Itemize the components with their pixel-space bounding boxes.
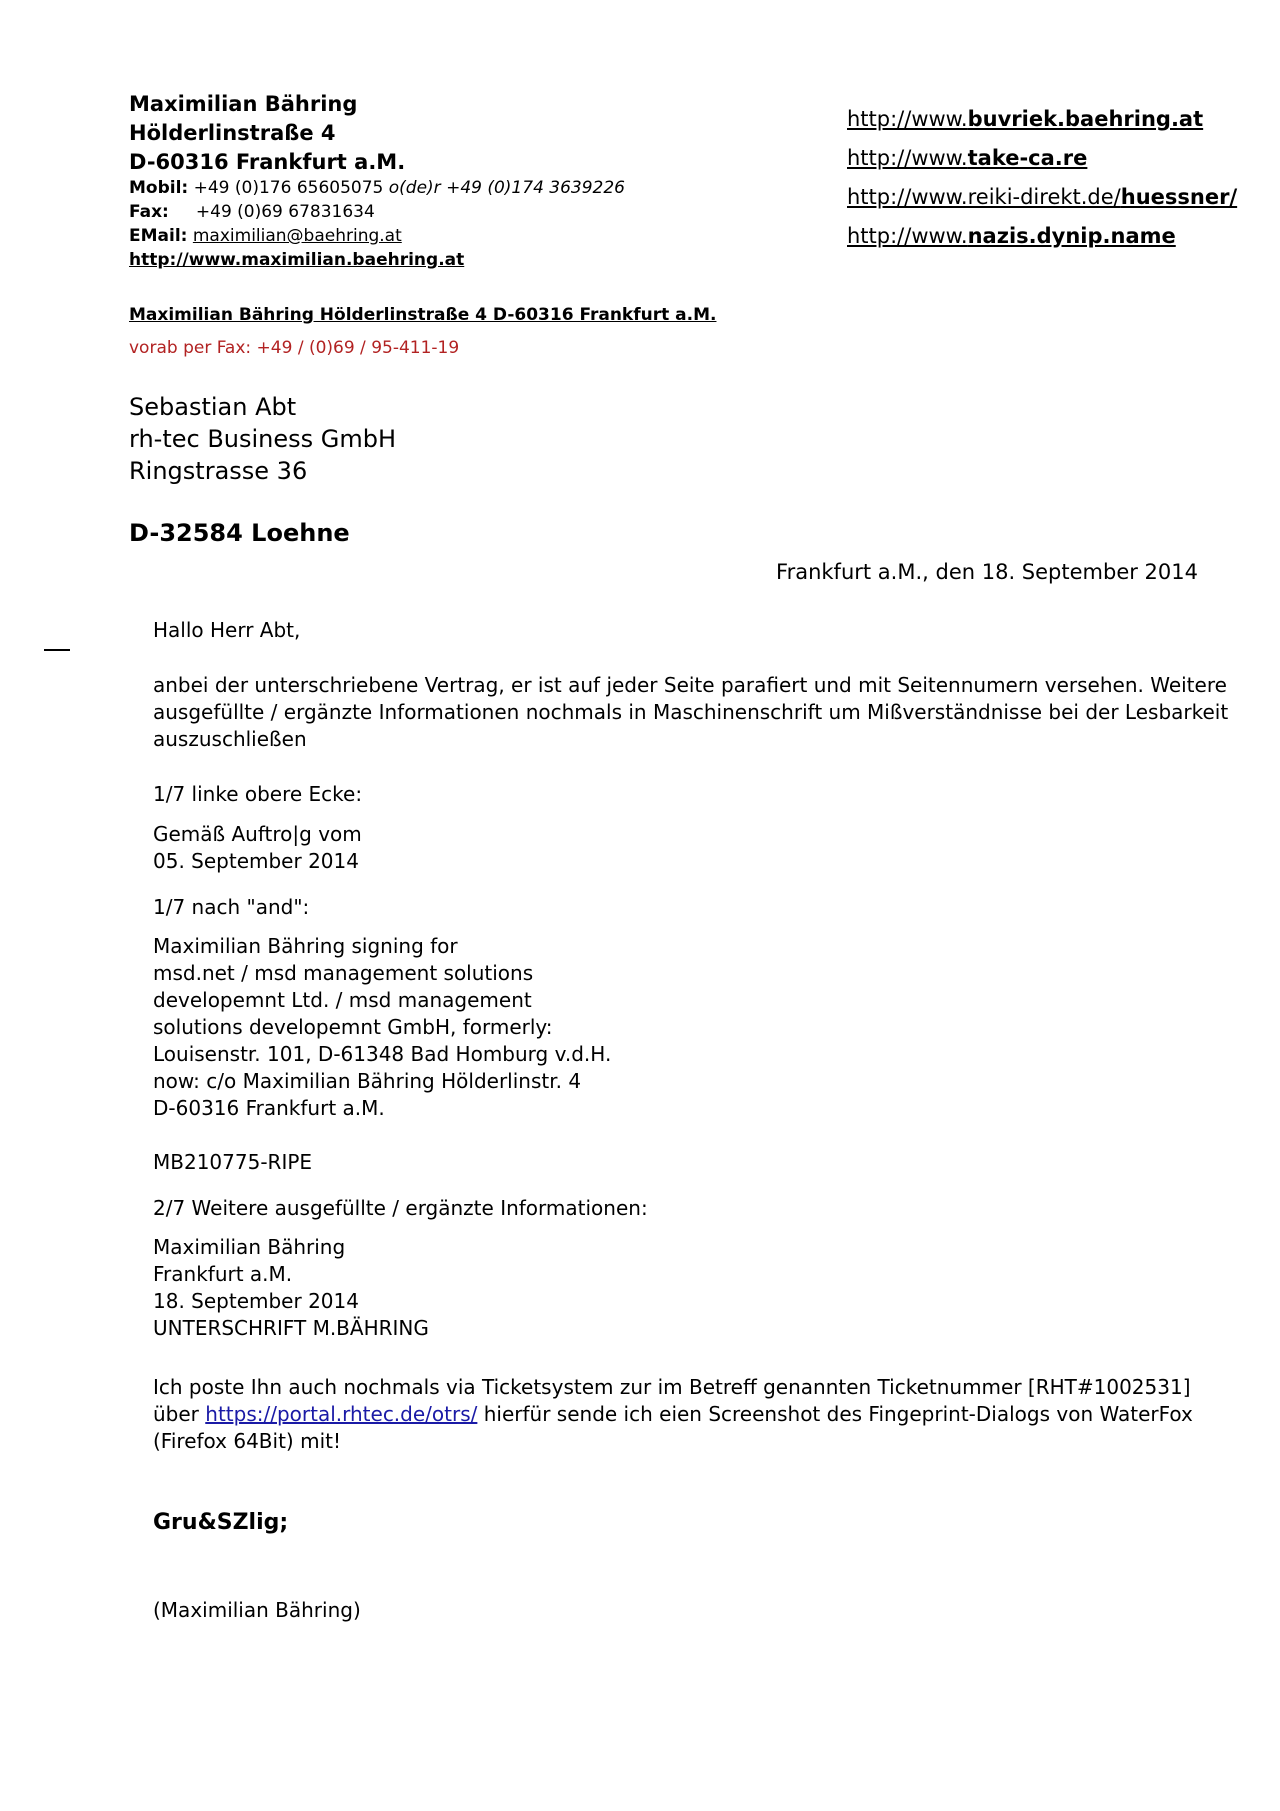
paragraph-line <box>153 1401 1193 1428</box>
text-fragment: über <box>153 1402 206 1426</box>
signature-name: (Maximilian Bähring) <box>153 1598 361 1622</box>
recipient-name: Sebastian Abt <box>129 393 297 421</box>
paragraph-line: D-60316 Frankfurt a.M. <box>153 1096 385 1120</box>
paragraph-line: now: c/o Maximilian Bähring Hölderlinstr. 4 <box>153 1069 582 1093</box>
paragraph-line: Frankfurt a.M. <box>153 1262 293 1286</box>
mobile-number: +49 (0)176 65605075 <box>188 178 389 198</box>
weblink-prefix: http://www. <box>847 224 968 248</box>
sender-city: D-60316 Frankfurt a.M. <box>129 150 406 174</box>
web-links <box>847 100 1237 256</box>
recipient-city: D-32584 Loehne <box>129 519 350 547</box>
paragraph-line: auszuschließen <box>153 727 307 751</box>
section-heading-2: 1/7 nach "and": <box>153 895 310 919</box>
paragraph-line: ausgefüllte / ergänzte Informationen nochmals in Maschinenschrift um Mißverständnisse bei der Lesbarkeit <box>153 700 1229 724</box>
weblink-4[interactable] <box>847 217 1237 256</box>
website-line <box>129 248 625 272</box>
paragraph-line: Maximilian Bähring <box>153 1235 346 1259</box>
paragraph-line: 18. September 2014 <box>153 1289 359 1313</box>
recipient-street: Ringstrasse 36 <box>129 457 308 485</box>
recipient-company: rh-tec Business GmbH <box>129 425 397 453</box>
paragraph-line: solutions developemnt GmbH, formerly: <box>153 1015 553 1039</box>
fold-mark <box>44 649 70 651</box>
email-label: EMail: <box>129 226 188 246</box>
email-line <box>129 224 625 248</box>
ripe-handle: MB210775-RIPE <box>153 1150 313 1174</box>
paragraph-line: 05. September 2014 <box>153 849 359 873</box>
weblink-domain: huessner/ <box>1120 185 1238 209</box>
weblink-2[interactable] <box>847 139 1237 178</box>
mobile-label: Mobil: <box>129 178 189 198</box>
paragraph-intro <box>153 672 1228 753</box>
weblink-prefix: http://www. <box>847 107 968 131</box>
weblink-prefix: http://www.reiki-direkt.de/ <box>847 185 1121 209</box>
order-reference <box>153 821 362 875</box>
weblink-domain: nazis.dynip.name <box>967 224 1176 248</box>
email-link[interactable]: maximilian@baehring.at <box>192 226 402 246</box>
return-address-line: Maximilian Bähring Hölderlinstraße 4 D-60316 Frankfurt a.M. <box>129 305 717 325</box>
recipient-address <box>129 391 396 487</box>
sender-street: Hölderlinstraße 4 <box>129 121 336 145</box>
portal-link[interactable]: https://portal.rhtec.de/otrs/ <box>205 1402 478 1426</box>
paragraph-line: developemnt Ltd. / msd management <box>153 988 532 1012</box>
sender-address <box>129 90 405 177</box>
fax-label: Fax: <box>129 202 169 222</box>
website-link[interactable]: http://www.maximilian.baehring.at <box>129 250 465 270</box>
text-fragment: hierfür sende ich eien Screenshot des Fingeprint-Dialogs von WaterFox <box>477 1402 1193 1426</box>
weblink-3[interactable] <box>847 178 1237 217</box>
paragraph-line: Ich poste Ihn auch nochmals via Ticketsystem zur im Betreff genannten Ticketnummer [RHT#1002531] <box>153 1375 1191 1399</box>
section-heading-1: 1/7 linke obere Ecke: <box>153 782 363 806</box>
sender-name: Maximilian Bähring <box>129 92 358 116</box>
sender-contact <box>129 176 625 272</box>
paragraph-line: (Firefox 64Bit) mit! <box>153 1429 341 1453</box>
paragraph-line: msd.net / msd management solutions <box>153 961 534 985</box>
date-line: Frankfurt a.M., den 18. September 2014 <box>776 560 1198 584</box>
greeting: Hallo Herr Abt, <box>153 618 301 642</box>
section-heading-3: 2/7 Weitere ausgefüllte / ergänzte Informationen: <box>153 1196 648 1220</box>
weblink-domain: buvriek.baehring.at <box>967 107 1204 131</box>
weblink-prefix: http://www. <box>847 146 968 170</box>
signing-party-block <box>153 933 611 1122</box>
mobile-line <box>129 176 625 200</box>
signature-info-block <box>153 1234 429 1342</box>
weblink-1[interactable] <box>847 100 1237 139</box>
closing-salutation: Gru&SZlig; <box>153 1510 289 1535</box>
paragraph-ticket <box>153 1374 1193 1455</box>
fax-number: +49 (0)69 67831634 <box>168 202 375 222</box>
paragraph-line: UNTERSCHRIFT M.BÄHRING <box>153 1316 429 1340</box>
paragraph-line: Maximilian Bähring signing for <box>153 934 458 958</box>
pre-fax-note: vorab per Fax: +49 / (0)69 / 95-411-19 <box>129 338 460 358</box>
fax-line <box>129 200 625 224</box>
mobile-alt-number: o(de)r +49 (0)174 3639226 <box>388 178 625 198</box>
paragraph-line: anbei der unterschriebene Vertrag, er ist auf jeder Seite parafiert und mit Seitennumern versehen. Weitere <box>153 673 1227 697</box>
paragraph-line: Gemäß Auftro|g vom <box>153 822 362 846</box>
paragraph-line: Louisenstr. 101, D-61348 Bad Homburg v.d.H. <box>153 1042 612 1066</box>
weblink-domain: take-ca.re <box>967 146 1088 170</box>
